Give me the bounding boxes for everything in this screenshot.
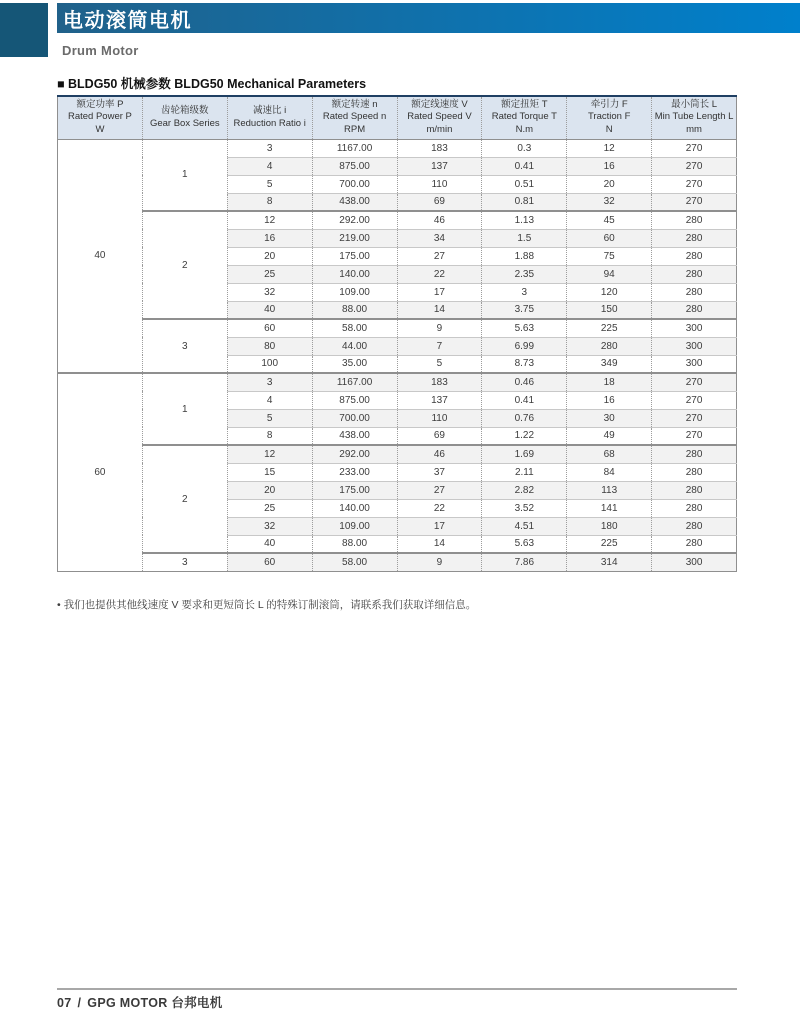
- page-title: 电动滚筒电机: [63, 9, 192, 32]
- data-cell: 0.41: [482, 391, 567, 409]
- data-cell: 225: [567, 319, 652, 337]
- data-cell: 137: [397, 391, 482, 409]
- data-cell: 270: [652, 409, 737, 427]
- data-cell: 1167.00: [312, 373, 397, 391]
- data-cell: 700.00: [312, 409, 397, 427]
- data-cell: 0.41: [482, 157, 567, 175]
- gearbox-series-cell: 1: [142, 139, 227, 211]
- data-cell: 280: [652, 301, 737, 319]
- data-cell: 280: [652, 229, 737, 247]
- data-cell: 58.00: [312, 553, 397, 571]
- table-head: [58, 96, 737, 139]
- gearbox-series-cell: 1: [142, 373, 227, 445]
- data-cell: 9: [397, 553, 482, 571]
- data-cell: 438.00: [312, 193, 397, 211]
- data-cell: 69: [397, 427, 482, 445]
- data-cell: 58.00: [312, 319, 397, 337]
- data-cell: 270: [652, 157, 737, 175]
- data-cell: 84: [567, 463, 652, 481]
- table-head-row: [58, 96, 737, 139]
- page-footer: [57, 993, 223, 1011]
- data-cell: 180: [567, 517, 652, 535]
- rated-power-cell: 40: [58, 139, 143, 373]
- data-cell: 270: [652, 373, 737, 391]
- data-cell: 37: [397, 463, 482, 481]
- table-row: [58, 553, 737, 571]
- data-cell: 109.00: [312, 283, 397, 301]
- data-cell: 113: [567, 481, 652, 499]
- data-cell: 3: [227, 139, 312, 157]
- data-cell: 46: [397, 211, 482, 229]
- data-cell: 175.00: [312, 481, 397, 499]
- data-cell: 1.5: [482, 229, 567, 247]
- data-cell: 16: [567, 157, 652, 175]
- data-cell: 0.81: [482, 193, 567, 211]
- data-cell: 280: [652, 445, 737, 463]
- column-header: 减速比 i Reduction Ratio i: [227, 96, 312, 139]
- data-cell: 183: [397, 373, 482, 391]
- data-cell: 225: [567, 535, 652, 553]
- column-header: 最小筒长 L Min Tube Length L mm: [652, 96, 737, 139]
- data-cell: 0.3: [482, 139, 567, 157]
- data-cell: 3.52: [482, 499, 567, 517]
- data-cell: 69: [397, 193, 482, 211]
- data-cell: 120: [567, 283, 652, 301]
- data-cell: 60: [567, 229, 652, 247]
- data-cell: 280: [567, 337, 652, 355]
- data-cell: 32: [227, 283, 312, 301]
- data-cell: 3.75: [482, 301, 567, 319]
- data-cell: 20: [227, 247, 312, 265]
- data-cell: 88.00: [312, 535, 397, 553]
- data-cell: 75: [567, 247, 652, 265]
- data-cell: 0.46: [482, 373, 567, 391]
- data-cell: 4: [227, 157, 312, 175]
- data-cell: 233.00: [312, 463, 397, 481]
- data-cell: 12: [227, 445, 312, 463]
- data-cell: 1.69: [482, 445, 567, 463]
- data-cell: 1.13: [482, 211, 567, 229]
- data-cell: 88.00: [312, 301, 397, 319]
- table-row: [58, 319, 737, 337]
- data-cell: 40: [227, 535, 312, 553]
- data-cell: 140.00: [312, 499, 397, 517]
- data-cell: 35.00: [312, 355, 397, 373]
- footnote: • 我们也提供其他线速度 V 要求和更短筒长 L 的特殊订制滚筒，请联系我们获取详细信息。: [57, 599, 477, 611]
- brand-logo-square: [0, 3, 48, 57]
- data-cell: 14: [397, 301, 482, 319]
- table-row: [58, 445, 737, 463]
- data-cell: 270: [652, 193, 737, 211]
- data-cell: 7.86: [482, 553, 567, 571]
- data-cell: 30: [567, 409, 652, 427]
- data-cell: 45: [567, 211, 652, 229]
- data-cell: 8.73: [482, 355, 567, 373]
- data-cell: 9: [397, 319, 482, 337]
- data-cell: 22: [397, 265, 482, 283]
- data-cell: 17: [397, 283, 482, 301]
- data-cell: 314: [567, 553, 652, 571]
- column-header: 额定功率 P Rated Power P W: [58, 96, 143, 139]
- data-cell: 110: [397, 175, 482, 193]
- data-cell: 280: [652, 265, 737, 283]
- data-cell: 280: [652, 535, 737, 553]
- data-cell: 18: [567, 373, 652, 391]
- data-cell: 8: [227, 193, 312, 211]
- data-cell: 49: [567, 427, 652, 445]
- column-header: 额定扭矩 T Rated Torque T N.m: [482, 96, 567, 139]
- data-cell: 300: [652, 355, 737, 373]
- data-cell: 110: [397, 409, 482, 427]
- title-bar: [57, 3, 800, 33]
- data-cell: 34: [397, 229, 482, 247]
- data-cell: 349: [567, 355, 652, 373]
- data-cell: 280: [652, 499, 737, 517]
- data-cell: 5: [227, 175, 312, 193]
- data-cell: 3: [227, 373, 312, 391]
- data-cell: 5: [397, 355, 482, 373]
- data-cell: 300: [652, 319, 737, 337]
- gearbox-series-cell: 3: [142, 553, 227, 571]
- data-cell: 292.00: [312, 211, 397, 229]
- data-cell: 4.51: [482, 517, 567, 535]
- data-cell: 32: [567, 193, 652, 211]
- data-cell: 27: [397, 481, 482, 499]
- data-cell: 0.76: [482, 409, 567, 427]
- data-cell: 80: [227, 337, 312, 355]
- page-subtitle: Drum Motor: [62, 43, 139, 58]
- column-header: 齿轮箱级数 Gear Box Series: [142, 96, 227, 139]
- page-number: 07: [57, 996, 72, 1010]
- data-cell: 280: [652, 481, 737, 499]
- data-cell: 700.00: [312, 175, 397, 193]
- data-cell: 270: [652, 139, 737, 157]
- data-cell: 175.00: [312, 247, 397, 265]
- data-cell: 5.63: [482, 319, 567, 337]
- data-cell: 3: [482, 283, 567, 301]
- column-header: 额定转速 n Rated Speed n RPM: [312, 96, 397, 139]
- data-cell: 1.22: [482, 427, 567, 445]
- gearbox-series-cell: 2: [142, 211, 227, 319]
- data-cell: 270: [652, 175, 737, 193]
- data-cell: 270: [652, 427, 737, 445]
- data-cell: 300: [652, 553, 737, 571]
- data-cell: 4: [227, 391, 312, 409]
- section-title: ■ BLDG50 机械参数 BLDG50 Mechanical Parameters: [57, 77, 367, 91]
- rated-power-cell: 60: [58, 373, 143, 571]
- data-cell: 14: [397, 535, 482, 553]
- data-cell: 6.99: [482, 337, 567, 355]
- data-cell: 280: [652, 517, 737, 535]
- data-cell: 20: [567, 175, 652, 193]
- data-cell: 5.63: [482, 535, 567, 553]
- data-cell: 46: [397, 445, 482, 463]
- data-cell: 100: [227, 355, 312, 373]
- data-cell: 68: [567, 445, 652, 463]
- data-cell: 20: [227, 481, 312, 499]
- table-body: [58, 139, 737, 571]
- data-cell: 94: [567, 265, 652, 283]
- data-cell: 7: [397, 337, 482, 355]
- data-cell: 150: [567, 301, 652, 319]
- data-cell: 280: [652, 283, 737, 301]
- data-cell: 40: [227, 301, 312, 319]
- data-cell: 219.00: [312, 229, 397, 247]
- mechanical-parameters-table: [57, 95, 737, 572]
- table-row: [58, 373, 737, 391]
- data-cell: 16: [227, 229, 312, 247]
- data-cell: 16: [567, 391, 652, 409]
- data-cell: 292.00: [312, 445, 397, 463]
- data-cell: 270: [652, 391, 737, 409]
- data-cell: 12: [567, 139, 652, 157]
- gearbox-series-cell: 3: [142, 319, 227, 373]
- footer-divider: [57, 988, 737, 990]
- data-cell: 0.51: [482, 175, 567, 193]
- gearbox-series-cell: 2: [142, 445, 227, 553]
- data-cell: 109.00: [312, 517, 397, 535]
- data-cell: 60: [227, 319, 312, 337]
- data-cell: 875.00: [312, 391, 397, 409]
- column-header: 牵引力 F Traction F N: [567, 96, 652, 139]
- footer-brand: GPG MOTOR 台邦电机: [87, 996, 223, 1010]
- data-cell: 60: [227, 553, 312, 571]
- data-cell: 2.35: [482, 265, 567, 283]
- data-cell: 5: [227, 409, 312, 427]
- data-cell: 1.88: [482, 247, 567, 265]
- data-cell: 22: [397, 499, 482, 517]
- data-cell: 1167.00: [312, 139, 397, 157]
- data-cell: 183: [397, 139, 482, 157]
- data-cell: 280: [652, 211, 737, 229]
- data-cell: 15: [227, 463, 312, 481]
- data-cell: 44.00: [312, 337, 397, 355]
- data-cell: 17: [397, 517, 482, 535]
- data-cell: 300: [652, 337, 737, 355]
- data-cell: 280: [652, 247, 737, 265]
- data-cell: 140.00: [312, 265, 397, 283]
- data-cell: 25: [227, 499, 312, 517]
- data-cell: 8: [227, 427, 312, 445]
- data-cell: 875.00: [312, 157, 397, 175]
- data-cell: 27: [397, 247, 482, 265]
- data-cell: 2.82: [482, 481, 567, 499]
- data-cell: 141: [567, 499, 652, 517]
- data-cell: 137: [397, 157, 482, 175]
- data-cell: 12: [227, 211, 312, 229]
- data-cell: 2.11: [482, 463, 567, 481]
- data-cell: 280: [652, 463, 737, 481]
- data-cell: 438.00: [312, 427, 397, 445]
- footer-separator: /: [77, 996, 82, 1010]
- column-header: 额定线速度 V Rated Speed V m/min: [397, 96, 482, 139]
- table-row: [58, 211, 737, 229]
- table-row: [58, 139, 737, 157]
- data-cell: 25: [227, 265, 312, 283]
- data-cell: 32: [227, 517, 312, 535]
